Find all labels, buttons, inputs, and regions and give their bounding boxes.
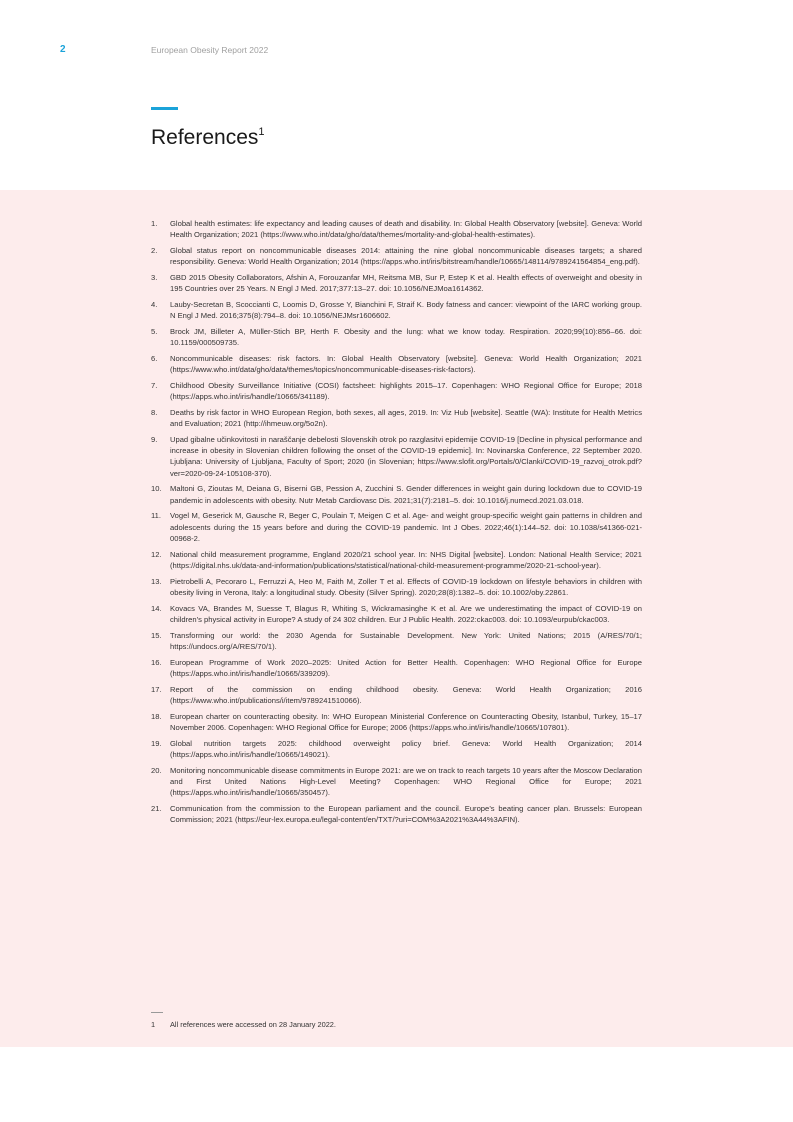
footnote-number: 1	[151, 1020, 156, 1029]
reference-number: 6.	[151, 353, 158, 363]
reference-text: Monitoring noncommunicable disease commitments in Europe 2021: are we on track to reach targets 10 years after the Moscow Declaration and First United Nations High-Level Meeting? Copenhagen: WHO Regional Office for Europe; 2021 (https://apps.who.int/iris/handle/10665/350457).	[170, 765, 642, 798]
footnote-marker: 1	[258, 126, 265, 138]
reference-text: Deaths by risk factor in WHO European Region, both sexes, all ages, 2019. In: Viz Hub [website]. Seattle (WA): Institute for Health Metrics and Evaluation; 2021 (http://ihmeuw.org/5o2n).	[170, 407, 642, 429]
reference-text: Brock JM, Billeter A, Müller-Stich BP, Herth F. Obesity and the lung: what we know today. Respiration. 2020;99(10):856–66. doi: 10.1159/000509735.	[170, 326, 642, 348]
reference-number: 11.	[151, 511, 161, 521]
reference-item	[151, 299, 642, 322]
page-title-text: References	[151, 126, 259, 149]
reference-item	[151, 326, 642, 349]
reference-number: 21.	[151, 803, 162, 813]
reference-item	[151, 803, 642, 826]
reference-list	[151, 218, 642, 830]
reference-item	[151, 218, 642, 241]
reference-number: 8.	[151, 407, 158, 417]
reference-text: Report of the commission on ending childhood obesity. Geneva: World Health Organization; 2016 (https://www.who.int/publications/i/item/9789241510066).	[170, 684, 642, 705]
reference-text: Childhood Obesity Surveillance Initiative (COSI) factsheet: highlights 2015–17. Copenhagen: WHO Regional Office for Europe; 2018 (https://apps.who.int/iris/handle/10665/341189).	[170, 380, 642, 402]
page-title	[151, 118, 265, 153]
reference-item	[151, 549, 642, 572]
reference-number: 15.	[151, 630, 162, 640]
reference-item	[151, 434, 642, 479]
reference-number: 16.	[151, 657, 162, 667]
reference-number: 17.	[151, 684, 162, 694]
reference-item	[151, 510, 642, 544]
reference-number: 7.	[151, 380, 158, 390]
reference-text: Maltoni G, Zioutas M, Deiana G, Biserni GB, Pession A, Zucchini S. Gender differences in weight gain during lockdown due to COVID-19 pandemic in adolescents with obesity. Nutr Metab Cardiovasc Dis. 2021;31(7):2181–5. doi: 10.1016/j.numecd.2021.03.018.	[170, 484, 642, 505]
title-accent-bar	[151, 107, 178, 110]
reference-item	[151, 657, 642, 680]
reference-number: 18.	[151, 711, 162, 721]
reference-text: Global status report on noncommunicable diseases 2014: attaining the nine global noncommunicable diseases targets; a shared responsibility. Geneva: World Health Organization; 2014 (https://apps.who.int/iris/bitstream/handle/10665/148114/9789241564854_eng.pdf).	[170, 245, 642, 267]
reference-item	[151, 738, 642, 761]
reference-item	[151, 711, 642, 734]
reference-text: GBD 2015 Obesity Collaborators, Afshin A, Forouzanfar MH, Reitsma MB, Sur P, Estep K et al. Health effects of overweight and obesity in 195 Countries over 25 Years. N Engl J Med. 2017;377:13–27. doi: 10.1056/NEJMoa1614362.	[170, 272, 642, 294]
footnote-divider	[151, 1012, 163, 1013]
reference-text: National child measurement programme, England 2020/21 school year. In: NHS Digital [website]. London: National Health Service; 2021 (https://digital.nhs.uk/data-and-information/publications/statistical/national-child-measurement-programme/2020-21-school-year).	[170, 549, 642, 571]
reference-item	[151, 245, 642, 268]
reference-item	[151, 272, 642, 295]
reference-number: 2.	[151, 245, 158, 255]
reference-text: Pietrobelli A, Pecoraro L, Ferruzzi A, Heo M, Faith M, Zoller T et al. Effects of COVID-19 lockdown on lifestyle behaviors in children with obesity living in Verona, Italy: a longitudinal study. Obesity (Silver Spring). 2020;28(8):1382–5. doi: 10.1002/oby.22861.	[170, 576, 642, 597]
reference-item	[151, 353, 642, 376]
reference-number: 4.	[151, 299, 158, 309]
footnote	[151, 1020, 336, 1029]
reference-text: Communication from the commission to the European parliament and the council. Europe’s beating cancer plan. Brussels: European Commission; 2021 (https://eur-lex.europa.eu/legal-content/en/TXT/?uri=COM%3A2021%3A44%3AFIN).	[170, 803, 642, 825]
reference-text: Transforming our world: the 2030 Agenda for Sustainable Development. New York: United Nations; 2015 (A/RES/70/1; https://undocs.org/A/RES/70/1).	[170, 630, 642, 651]
reference-text: Upad gibalne učinkovitosti in naraščanje debelosti Slovenskih otrok po razglasitvi epidemije COVID-19 [Decline in physical performance and increase in obesity in Slovenian children following the onset of the COVID-19 epidemic]. In: Novinarska Conference, 22 September 2020. Ljubljana: University of Ljubljana, Faculty of Sport; 2020 (in Slovenian; https://www.slofit.org/Portals/0/Clanki/COVID-19_razvoj_otrok.pdf?ver=2020-09-24-105108-370).	[170, 434, 642, 478]
reference-item	[151, 630, 642, 653]
reference-item	[151, 684, 642, 707]
reference-number: 1.	[151, 219, 158, 228]
reference-item	[151, 483, 642, 506]
page-number: 2	[60, 44, 66, 55]
reference-number: 13.	[151, 576, 162, 586]
reference-number: 10.	[151, 484, 162, 494]
reference-number: 3.	[151, 272, 158, 282]
reference-text: European charter on counteracting obesity. In: WHO European Ministerial Conference on Counteracting Obesity, Istanbul, Turkey, 15–17 November 2006. Copenhagen: WHO Regional Office for Europe; 2006 (https://apps.who.int/iris/handle/10665/107801).	[170, 711, 642, 732]
reference-text: Lauby-Secretan B, Scoccianti C, Loomis D, Grosse Y, Bianchini F, Straif K. Body fatness and cancer: viewpoint of the IARC working group. N Engl J Med. 2016;375(8):794–8. doi: 10.1056/NEJMsr1606602.	[170, 299, 642, 321]
reference-text: Global nutrition targets 2025: childhood overweight policy brief. Geneva: World Health Organization; 2014 (https://apps.who.int/iris/handle/10665/149021).	[170, 738, 642, 759]
reference-number: 20.	[151, 765, 162, 775]
reference-number: 9.	[151, 434, 158, 444]
reference-text: Vogel M, Geserick M, Gausche R, Beger C, Poulain T, Meigen C et al. Age- and weight group-specific weight gain patterns in children and adolescents during the 15 years before and during the COVID-19 pandemic. Int J Obes. 2022;46(1):144–52. doi: 10.1038/s41366-021-00968-2.	[170, 511, 642, 544]
reference-number: 12.	[151, 549, 162, 559]
reference-text: Noncommunicable diseases: risk factors. In: Global Health Observatory [website]. Geneva: World Health Organization; 2021 (https://www.who.int/data/gho/data/themes/topics/noncommunicable-diseases-risk-factors).	[170, 353, 642, 375]
reference-number: 14.	[151, 603, 162, 613]
reference-item	[151, 603, 642, 626]
reference-number: 5.	[151, 326, 158, 336]
reference-item	[151, 380, 642, 403]
footnote-text: All references were accessed on 28 January 2022.	[170, 1020, 336, 1029]
reference-number: 19.	[151, 738, 162, 748]
reference-item	[151, 407, 642, 430]
reference-text: Global health estimates: life expectancy and leading causes of death and disability. In: Global Health Observatory [website]. Geneva: World Health Organization; 2021 (https://www.who.int/data/gho/data/themes/mortality-and-global-health-estimates).	[170, 219, 642, 240]
reference-item	[151, 765, 642, 799]
reference-item	[151, 576, 642, 599]
reference-text: Kovacs VA, Brandes M, Suesse T, Blagus R, Whiting S, Wickramasinghe K et al. Are we underestimating the impact of COVID-19 on children’s physical activity in Europe? A study of 24 302 children. Eur J Public Health. 2022:ckac003. doi: 10.1093/eurpub/ckac003.	[170, 603, 642, 624]
reference-text: European Programme of Work 2020–2025: United Action for Better Health. Copenhagen: WHO Regional Office for Europe (https://apps.who.int/iris/handle/10665/339209).	[170, 657, 642, 678]
running-header: European Obesity Report 2022	[151, 45, 269, 55]
